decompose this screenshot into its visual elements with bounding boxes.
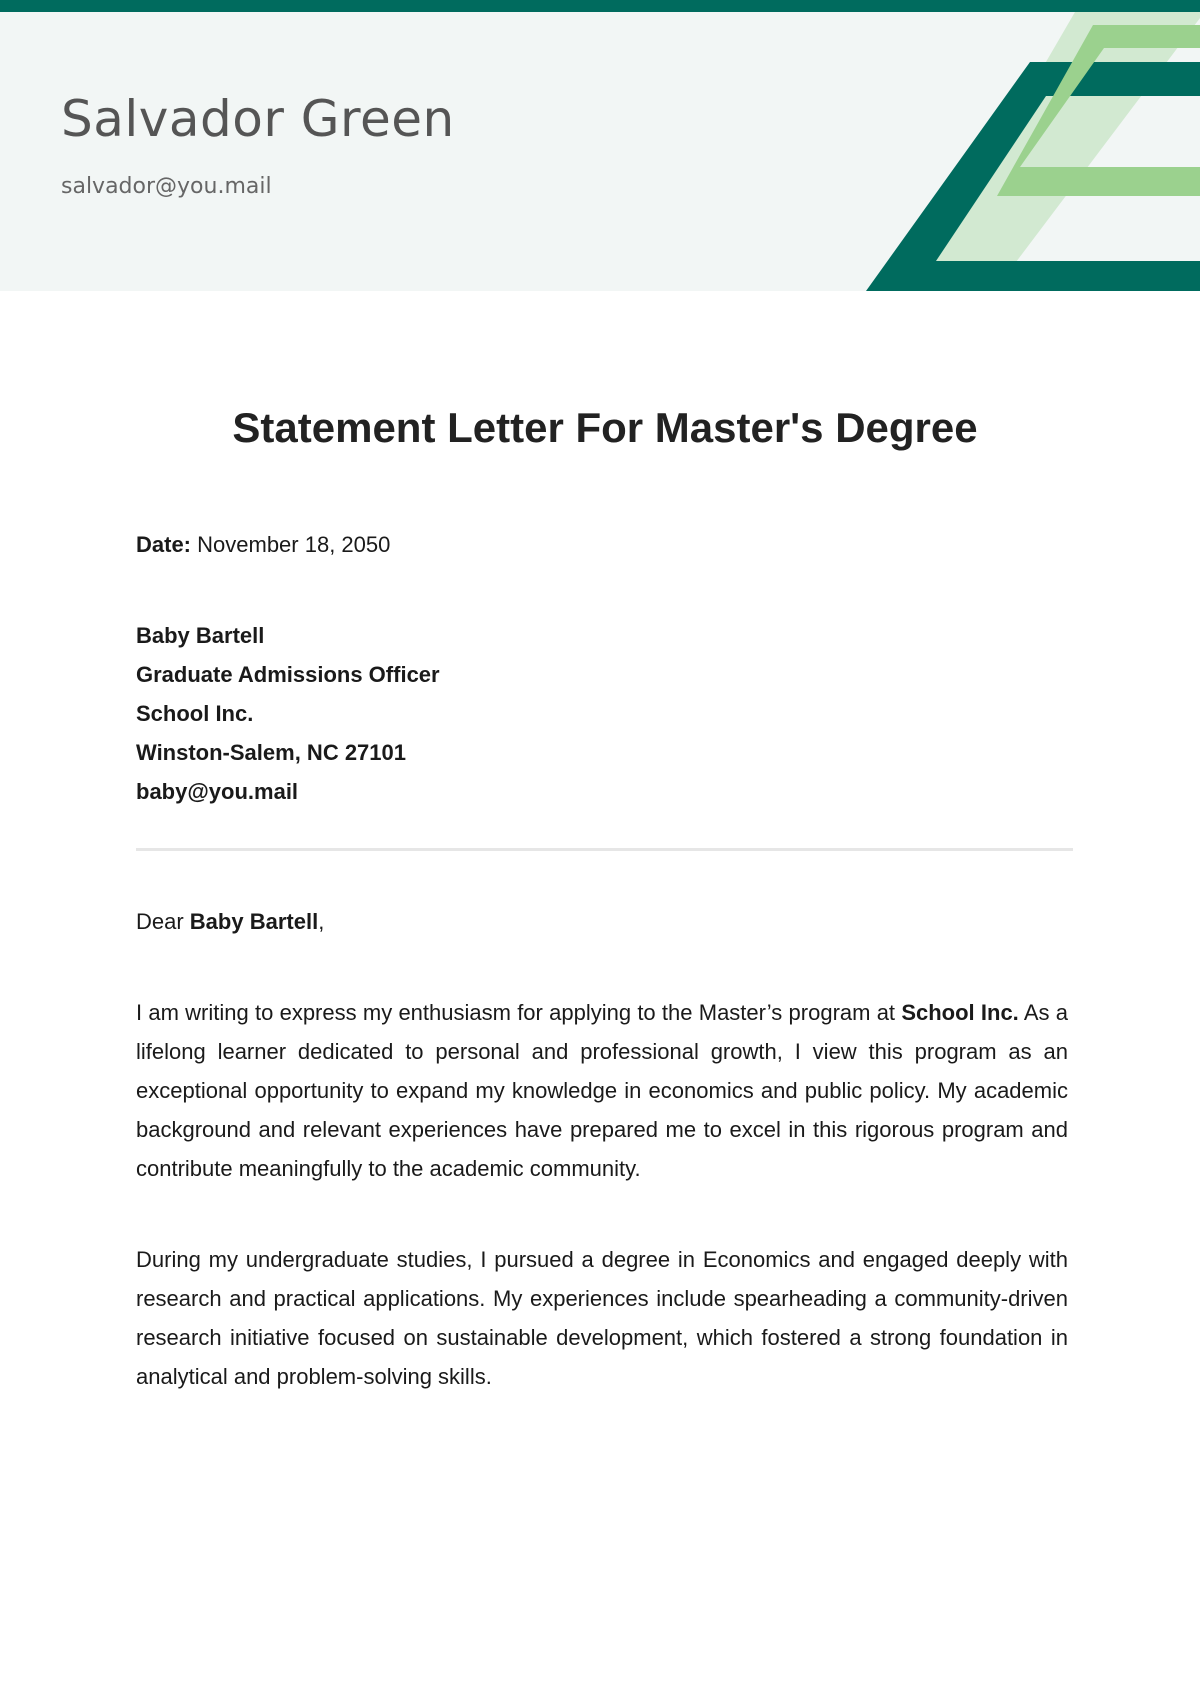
letter-body (136, 525, 1068, 1396)
greeting-name: Baby Bartell (189, 909, 319, 934)
recipient-address: Winston-Salem, NC 27101 (136, 740, 406, 765)
recipient-block (136, 616, 1068, 811)
pale-green-shape (925, 12, 1200, 270)
recipient-email: baby@you.mail (136, 779, 299, 804)
recipient-position: Graduate Admissions Officer (136, 662, 440, 687)
header-top-bar (0, 0, 1200, 12)
sender-name: Salvador Green (61, 90, 455, 148)
decorative-shapes (0, 12, 1200, 291)
greeting (136, 902, 1068, 941)
divider (136, 848, 1073, 851)
paragraph-1-school: School Inc. (901, 1000, 1019, 1025)
recipient-name: Baby Bartell (136, 623, 265, 648)
date-label: Date: (136, 532, 192, 557)
sender-email: salvador@you.mail (61, 174, 272, 199)
date-line (136, 525, 1068, 564)
paragraph-2: During my undergraduate studies, I pursued a degree in Economics and engaged deeply with research and practical applications. My experiences include spearheading a community-driven research initiative focused on sustainable development, which fostered a strong foundation in analytical and problem-solving skills. (136, 1247, 1068, 1389)
page-title: Statement Letter For Master's Degree (232, 404, 978, 451)
paragraph-1-after: As a lifelong learner dedicated to personal and professional growth, I view this program as an exceptional opportunity to expand my knowledge in economics and public policy. My academic background and relevant experiences have prepared me to excel in this rigorous program and contribute meaningfully to the academic community. (136, 1000, 1068, 1181)
paragraph-1 (136, 993, 1068, 1188)
date-value: November 18, 2050 (197, 532, 391, 557)
greeting-suffix: , (318, 909, 325, 934)
letterhead (0, 12, 1200, 291)
greeting-prefix: Dear (136, 909, 190, 934)
paragraph-1-before: I am writing to express my enthusiasm for applying to the Master’s program at (136, 1000, 902, 1025)
recipient-company: School Inc. (136, 701, 254, 726)
